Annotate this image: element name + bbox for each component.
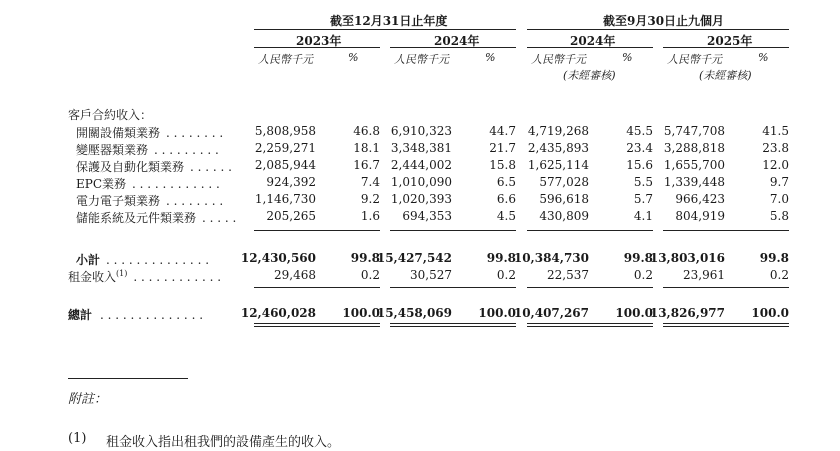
subtotal-2023-pct: 99.8 (350, 251, 380, 265)
row-label: 保護及自動化類業務 . . . . . . (76, 160, 232, 174)
row-label: EPC業務 . . . . . . . . . . . . (76, 177, 220, 191)
subtotal-9m2025-amount: 13,803,016 (649, 251, 725, 265)
subtotal-2023-amount: 12,430,560 (240, 251, 316, 265)
rule-above-subtotal-3 (527, 230, 653, 231)
unaudited-note-2025: (未經審核) (699, 69, 752, 82)
rule-above-total-2 (390, 287, 516, 288)
row-label: 變壓器類業務 . . . . . . . . . (76, 143, 219, 157)
cell-2023-pct: 46.8 (353, 124, 380, 138)
footnote-ref: (1) (116, 269, 128, 278)
year-header-2025-9m: 2025年 (707, 34, 753, 48)
cell-2024-amount: 3,348,381 (390, 141, 452, 155)
cell-2023-pct: 18.1 (353, 141, 380, 155)
cell-9m2025-pct: 7.0 (769, 192, 789, 206)
cell-2024-pct: 44.7 (489, 124, 516, 138)
row-label: 開關設備類業務 . . . . . . . . (76, 126, 224, 140)
double-rule-total-4 (663, 323, 789, 327)
unit-currency-4: 人民幣千元 (667, 53, 722, 66)
year-rule-3 (527, 47, 653, 48)
total-2024-pct: 100.0 (478, 306, 516, 320)
notes-title: 附註： (68, 392, 108, 407)
cell-2024-amount: 2,444,002 (390, 158, 452, 172)
cell-9m2025-pct: 5.8 (769, 209, 789, 223)
cell-2023-pct: 1.6 (360, 209, 380, 223)
unit-pct-2: % (485, 51, 496, 64)
header-group-fy-rule (254, 29, 516, 30)
cell-2023-amount: 5,808,958 (254, 124, 316, 138)
cell-2024-pct: 6.6 (496, 192, 516, 206)
note-marker: (1) (68, 431, 87, 446)
cell-2024-amount: 6,910,323 (390, 124, 452, 138)
total-2023-amount: 12,460,028 (240, 306, 316, 320)
rental-9m2024-amount: 22,537 (547, 268, 589, 282)
header-group-9m: 截至9月30日止九個月 (603, 14, 725, 28)
year-rule-4 (663, 47, 789, 48)
note-text: 租金收入指出租我們的設備產生的收入。 (106, 435, 341, 450)
cell-9m2024-amount: 1,625,114 (527, 158, 589, 172)
cell-2024-pct: 21.7 (489, 141, 516, 155)
cell-9m2025-amount: 5,747,708 (663, 124, 725, 138)
rental-9m2024-pct: 0.2 (633, 268, 653, 282)
cell-2024-pct: 6.5 (496, 175, 516, 189)
cell-2024-pct: 15.8 (489, 158, 516, 172)
cell-9m2025-amount: 1,339,448 (663, 175, 725, 189)
row-label: 電力電子類業務 . . . . . . . . (76, 194, 224, 208)
total-9m2024-pct: 100.0 (615, 306, 653, 320)
cell-2023-amount: 924,392 (266, 175, 316, 189)
rule-above-total-4 (663, 287, 789, 288)
unit-currency-3: 人民幣千元 (531, 53, 586, 66)
year-rule-2 (390, 47, 516, 48)
cell-9m2024-pct: 5.5 (633, 175, 653, 189)
cell-9m2025-amount: 804,919 (675, 209, 725, 223)
rental-2023-amount: 29,468 (274, 268, 316, 282)
rental-9m2025-amount: 23,961 (683, 268, 725, 282)
cell-9m2024-amount: 4,719,268 (527, 124, 589, 138)
double-rule-total-3 (527, 323, 653, 327)
cell-9m2024-pct: 45.5 (626, 124, 653, 138)
subtotal-2024-pct: 99.8 (486, 251, 516, 265)
unit-currency-1: 人民幣千元 (258, 53, 313, 66)
subtotal-2024-amount: 15,427,542 (376, 251, 452, 265)
subtotal-9m2024-pct: 99.8 (623, 251, 653, 265)
year-header-2023: 2023年 (296, 34, 342, 48)
cell-9m2024-pct: 15.6 (626, 158, 653, 172)
cell-9m2025-amount: 1,655,700 (663, 158, 725, 172)
cell-2023-pct: 16.7 (353, 158, 380, 172)
cell-2023-pct: 9.2 (360, 192, 380, 206)
unit-pct-4: % (758, 51, 769, 64)
year-rule-1 (254, 47, 380, 48)
rule-above-subtotal-4 (663, 230, 789, 231)
cell-9m2024-amount: 430,809 (539, 209, 589, 223)
cell-9m2024-pct: 23.4 (626, 141, 653, 155)
cell-9m2024-amount: 577,028 (539, 175, 589, 189)
cell-2024-amount: 1,010,090 (390, 175, 452, 189)
cell-2024-amount: 694,353 (402, 209, 452, 223)
cell-9m2025-pct: 41.5 (762, 124, 789, 138)
cell-2023-amount: 2,085,944 (254, 158, 316, 172)
footnote-separator (68, 378, 188, 379)
cell-9m2024-pct: 4.1 (633, 209, 653, 223)
double-rule-total-1 (254, 323, 380, 327)
cell-9m2024-amount: 596,618 (539, 192, 589, 206)
total-label: 總計 . . . . . . . . . . . . . . (68, 308, 204, 322)
header-group-9m-rule (527, 29, 789, 30)
header-group-fy: 截至12月31日止年度 (330, 14, 448, 28)
total-2024-amount: 15,458,069 (376, 306, 452, 320)
cell-2023-amount: 1,146,730 (254, 192, 316, 206)
year-header-2024-fy: 2024年 (434, 34, 480, 48)
section-label: 客戶合約收入： (68, 108, 153, 122)
cell-9m2025-amount: 3,288,818 (663, 141, 725, 155)
unaudited-note-2024: (未經審核) (563, 69, 616, 82)
cell-2023-amount: 2,259,271 (254, 141, 316, 155)
cell-9m2024-pct: 5.7 (633, 192, 653, 206)
rule-above-subtotal-2 (390, 230, 516, 231)
rule-above-subtotal-1 (254, 230, 380, 231)
rental-2023-pct: 0.2 (360, 268, 380, 282)
total-9m2025-amount: 13,826,977 (649, 306, 725, 320)
cell-2023-amount: 205,265 (266, 209, 316, 223)
unit-pct-3: % (622, 51, 633, 64)
subtotal-9m2025-pct: 99.8 (759, 251, 789, 265)
subtotal-9m2024-amount: 10,384,730 (513, 251, 589, 265)
cell-2023-pct: 7.4 (360, 175, 380, 189)
rental-9m2025-pct: 0.2 (769, 268, 789, 282)
total-2023-pct: 100.0 (342, 306, 380, 320)
cell-9m2024-amount: 2,435,893 (527, 141, 589, 155)
cell-2024-pct: 4.5 (496, 209, 516, 223)
rental-2024-pct: 0.2 (496, 268, 516, 282)
rule-above-total-1 (254, 287, 380, 288)
rental-2024-amount: 30,527 (410, 268, 452, 282)
cell-9m2025-pct: 9.7 (769, 175, 789, 189)
year-header-2024-9m: 2024年 (570, 34, 616, 48)
cell-9m2025-pct: 12.0 (762, 158, 789, 172)
double-rule-total-2 (390, 323, 516, 327)
total-9m2025-pct: 100.0 (751, 306, 789, 320)
total-9m2024-amount: 10,407,267 (513, 306, 589, 320)
cell-9m2025-amount: 966,423 (675, 192, 725, 206)
row-label: 儲能系統及元件類業務 . . . . . (76, 211, 237, 225)
subtotal-label: 小計 . . . . . . . . . . . . . . (76, 253, 210, 267)
rule-above-total-3 (527, 287, 653, 288)
unit-currency-2: 人民幣千元 (394, 53, 449, 66)
rental-label: 租金收入$^{(1)}$ . . . . . . . . . . . . (68, 269, 222, 284)
cell-9m2025-pct: 23.8 (762, 141, 789, 155)
cell-2024-amount: 1,020,393 (390, 192, 452, 206)
unit-pct-1: % (348, 51, 359, 64)
